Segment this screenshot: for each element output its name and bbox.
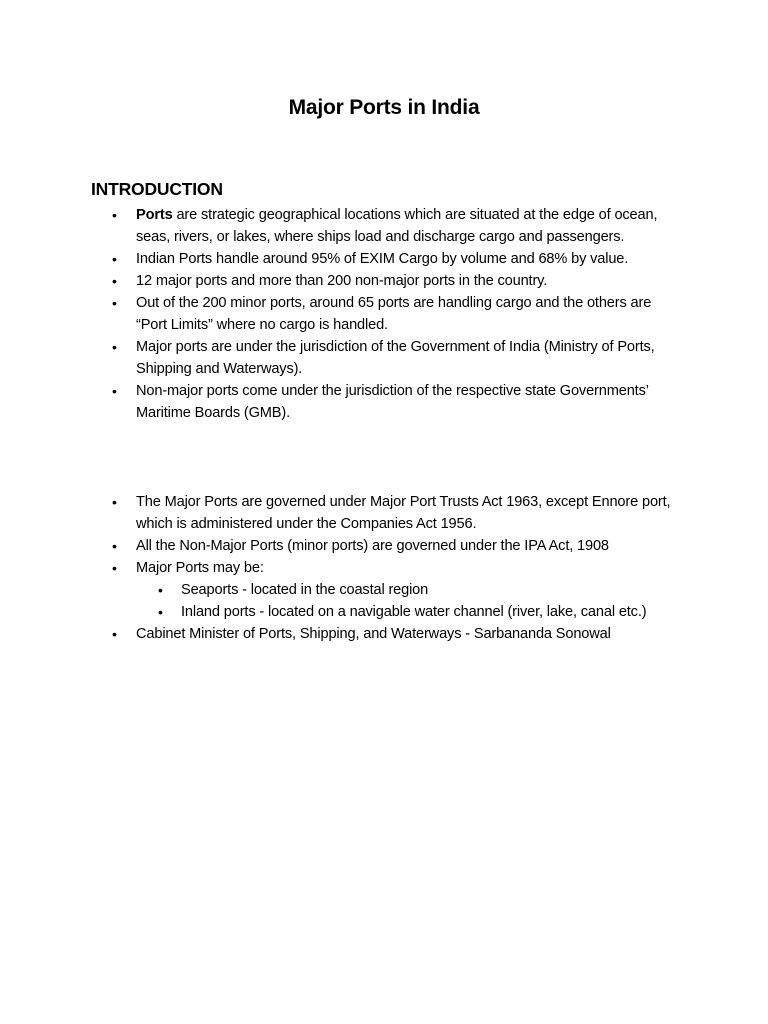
list-item-text: Indian Ports handle around 95% of EXIM Cargo by volume and 68% by value.: [136, 251, 629, 267]
bullet-list-intro: [0, 204, 676, 424]
list-item-text: Major Ports may be:: [136, 560, 264, 576]
bullet-icon: •: [112, 251, 117, 267]
list-item-text: Out of the 200 minor ports, around 65 ports are handling cargo and the others are “Port Limits” where no cargo is handled.: [136, 295, 652, 333]
bullet-icon: •: [112, 560, 117, 576]
list-item: [0, 270, 676, 292]
list-item-text: Cabinet Minister of Ports, Shipping, and Waterways - Sarbananda Sonowal: [136, 626, 611, 642]
list-item-text: Seaports - located in the coastal region: [181, 582, 429, 598]
bullet-icon: •: [112, 207, 117, 223]
list-item-text: Major ports are under the jurisdiction of the Government of India (Ministry of Ports, Shipping and Waterways).: [136, 339, 655, 377]
section-heading: INTRODUCTION: [91, 179, 223, 199]
list-item-text: are strategic geographical locations which are situated at the edge of ocean, seas, rivers, or lakes, where ships load and discharge cargo and passengers.: [136, 207, 658, 245]
bullet-icon: •: [112, 626, 117, 642]
list-item: [0, 491, 676, 535]
sub-list-item: [0, 601, 681, 623]
list-item-text: Inland ports - located on a navigable water channel (river, lake, canal etc.): [181, 604, 647, 620]
page-title: Major Ports in India: [288, 96, 480, 119]
list-item: [0, 204, 676, 248]
list-item: [0, 557, 676, 579]
list-item-text: The Major Ports are governed under Major Port Trusts Act 1963, except Ennore port, which is administered under the Companies Act 1956.: [136, 494, 671, 532]
bullet-icon: •: [112, 273, 117, 289]
bullet-icon: •: [158, 604, 163, 620]
bullet-list-governance: [0, 491, 681, 645]
list-item-text: All the Non-Major Ports (minor ports) are governed under the IPA Act, 1908: [136, 538, 609, 554]
bullet-icon: •: [112, 339, 117, 355]
list-item-text: Non-major ports come under the jurisdiction of the respective state Governments’ Maritime Boards (GMB).: [136, 383, 649, 421]
bullet-icon: •: [112, 494, 117, 510]
bold-term: Ports: [136, 207, 173, 223]
list-item: [0, 248, 676, 270]
list-item: [0, 380, 676, 424]
sub-list-item: [0, 579, 681, 601]
bullet-icon: •: [112, 383, 117, 399]
bullet-icon: •: [112, 295, 117, 311]
list-item: [0, 623, 676, 645]
list-item: [0, 535, 676, 557]
list-item: [0, 336, 676, 380]
bullet-icon: •: [112, 538, 117, 554]
list-item-text: 12 major ports and more than 200 non-major ports in the country.: [136, 273, 548, 289]
bullet-icon: •: [158, 582, 163, 598]
list-item: [0, 292, 676, 336]
